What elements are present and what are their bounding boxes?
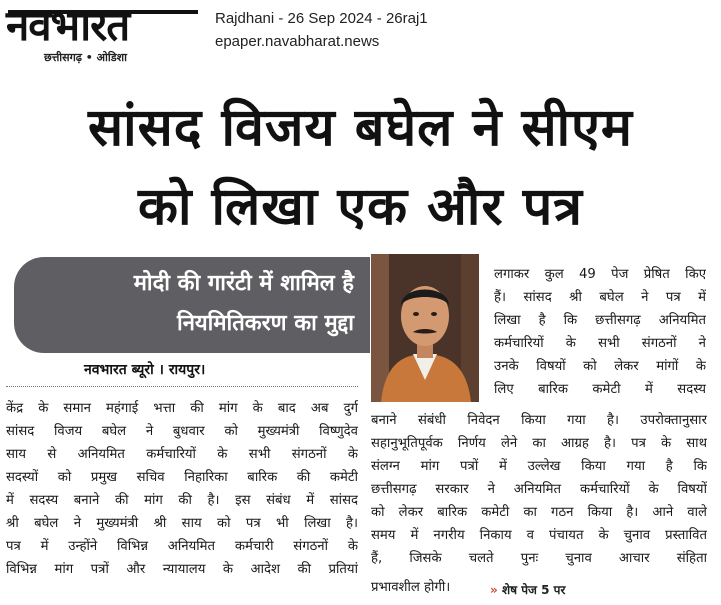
text-line: हैं। सांसद श्री बघेल ने पत्र में: [494, 290, 706, 305]
text-line: केंद्र के समान महंगाई भत्ता की मांग के बाद अब दुर्ग: [6, 401, 358, 416]
logo-subtitle: छत्तीसगढ़ • ओडिशा: [44, 51, 127, 64]
byline: नवभारत ब्यूरो । रायपुर।: [84, 362, 206, 378]
double-chevron-icon: »: [490, 583, 498, 597]
headline-line-2: को लिखा एक और पत्र: [138, 177, 583, 237]
text-line: को लेकर बारिक कमेटी का गठन किया है। आने वाले: [371, 505, 707, 520]
continued-label: शेष पेज 5 पर: [501, 583, 566, 597]
text-line: सांसद विजय बघेल ने बुधवार को मुख्यमंत्री विष्णुदेव: [6, 424, 358, 439]
text-line: लिए बारिक कमेटी में सदस्य: [494, 382, 706, 397]
kicker-line-1: मोदी की गारंटी में शामिल है: [133, 271, 354, 296]
newspaper-logo: [6, 1, 202, 64]
text-line: लगाकर कुल 49 पेज प्रेषित किए: [494, 267, 706, 282]
mp-portrait-photo: [371, 254, 479, 402]
text-line: पत्र में उन्होंने विभिन्न अनियमित कर्मचारी संगठनों के: [6, 539, 358, 554]
text-line: समय में नगरीय निकाय व पंचायत के चुनाव प्रस्तावित: [371, 528, 707, 543]
text-line: हैं, जिसके चलते पुनः चुनाव आचार संहिता: [371, 551, 707, 566]
kicker-box: [14, 257, 370, 353]
text-line: में सदस्य बनाने की मांग की है। इस संबंध में सांसद: [6, 493, 358, 508]
text-line: सहानुभूतिपूर्वक निर्णय लेने का आग्रह है। पत्र के साथ: [371, 436, 707, 451]
kicker-line-2: नियमितिकरण का मुद्दा: [177, 311, 354, 336]
text-line: श्री बघेल ने मुख्यमंत्री श्री साय को पत्र भी लिखा है।: [6, 516, 358, 531]
text-line: विभिन्न मांग पत्रों और न्यायालय के आदेश की प्रतियां: [6, 562, 358, 577]
text-line: कर्मचारियों के सभी संगठनों ने: [494, 336, 706, 351]
headline-line-1: सांसद विजय बघेल ने सीएम: [88, 98, 633, 158]
continued-on-page-link[interactable]: [490, 581, 565, 598]
text-line: संलग्न मांग पत्रों में उल्लेख किया गया है कि: [371, 459, 707, 474]
byline-divider: [6, 386, 358, 387]
text-line: प्रभावशील होगी।: [371, 580, 451, 595]
text-line: लिखा है कि छत्तीसगढ़ अनियमित: [494, 313, 706, 328]
portrait-illustration: [371, 254, 479, 402]
text-line: छत्तीसगढ़ सरकार ने अनियमित कर्मचारियों के विषयों: [371, 482, 707, 497]
text-line: सदस्यों को प्रमुख सचिव निहारिका बारिक की कमेटी: [6, 470, 358, 485]
masthead: [0, 0, 721, 70]
logo-text: नवभारत: [6, 1, 130, 50]
text-line: उनके विषयों को लेकर मांगों के: [494, 359, 706, 374]
text-line: बनाने संबंधी निवेदन किया गया है। उपरोक्तानुसार: [371, 413, 707, 428]
edition-line: Rajdhani - 26 Sep 2024 - 26raj1: [215, 10, 428, 27]
site-link[interactable]: epaper.navabharat.news: [215, 33, 380, 50]
text-line: साय से अनियमित कर्मचारियों के सभी संगठनों के: [6, 447, 358, 462]
